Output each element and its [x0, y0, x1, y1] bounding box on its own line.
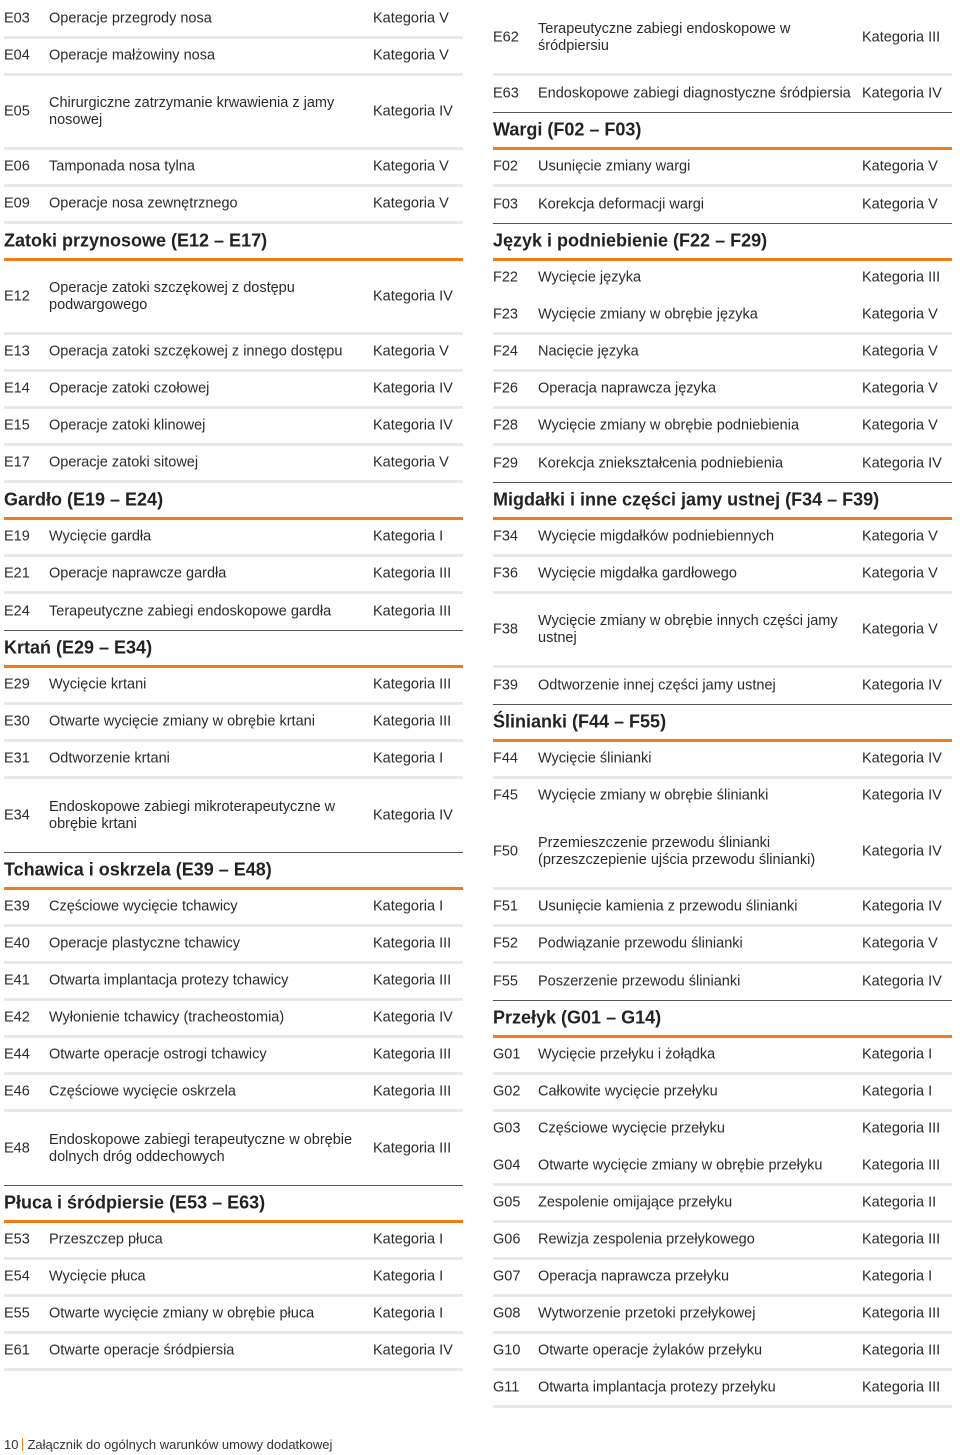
procedure-name: Przemieszczenie przewodu ślinianki (przeszczepienie ujścia przewodu ślinianki)	[538, 834, 816, 868]
procedure-code: E19	[4, 528, 30, 545]
procedure-code: F22	[493, 269, 518, 286]
procedure-code: E40	[4, 935, 30, 952]
section-heading	[493, 705, 952, 742]
procedure-name: Endoskopowe zabiegi mikroterapeutyczne w obrębie krtani	[49, 798, 336, 832]
procedure-code: F38	[493, 621, 518, 637]
section-heading	[4, 1186, 463, 1223]
left-column	[4, 2, 463, 1371]
procedure-row	[493, 1371, 952, 1408]
procedure-name: Wycięcie zmiany w obrębie podniebienia	[538, 417, 800, 434]
procedure-code: E41	[4, 972, 30, 989]
procedure-code: E34	[4, 807, 30, 823]
procedure-name: Operacje nosa zewnętrznego	[49, 195, 238, 212]
procedure-name: Operacje małżowiny nosa	[49, 47, 216, 64]
procedure-name: Wycięcie zmiany w obrębie języka	[538, 306, 758, 323]
procedure-code: F24	[493, 343, 518, 360]
procedure-row	[493, 298, 952, 335]
procedure-code: G01	[493, 1046, 521, 1063]
procedure-name: Częściowe wycięcie przełyku	[538, 1120, 725, 1137]
procedure-code: G10	[493, 1342, 521, 1359]
procedure-category: Kategoria III	[862, 1305, 941, 1322]
procedure-category: Kategoria V	[373, 158, 449, 175]
procedure-name: Rewizja zespolenia przełykowego	[538, 1231, 755, 1248]
procedure-row	[4, 964, 463, 1001]
procedure-row	[493, 187, 952, 224]
procedure-row	[493, 890, 952, 927]
section-heading	[493, 1001, 952, 1038]
procedure-row	[4, 594, 463, 631]
procedure-name: Terapeutyczne zabiegi endoskopowe w śródpiersiu	[538, 20, 791, 54]
section-heading	[493, 224, 952, 261]
procedure-name: Odtworzenie krtani	[49, 750, 170, 767]
procedure-code: E06	[4, 158, 30, 175]
procedure-row	[4, 705, 463, 742]
procedure-category: Kategoria V	[373, 343, 449, 360]
procedure-row	[493, 1186, 952, 1223]
section-title: Wargi (F02 – F03)	[493, 119, 642, 140]
procedure-row	[4, 1075, 463, 1112]
procedure-category: Kategoria III	[862, 1157, 941, 1174]
section-heading	[4, 224, 463, 261]
procedure-name: Otwarte operacje śródpiersia	[49, 1342, 235, 1359]
procedure-name: Endoskopowe zabiegi diagnostyczne śródpiersia	[538, 85, 851, 102]
procedure-category: Kategoria I	[373, 1305, 444, 1322]
procedure-category: Kategoria I	[862, 1046, 933, 1063]
procedure-row	[4, 409, 463, 446]
procedure-name: Wycięcie migdałków podniebiennych	[538, 528, 775, 545]
procedure-row	[4, 335, 463, 372]
procedure-code: F44	[493, 750, 518, 767]
procedure-row	[493, 1260, 952, 1297]
procedure-category: Kategoria IV	[373, 417, 453, 434]
procedure-category: Kategoria IV	[373, 288, 453, 304]
procedure-code: E30	[4, 713, 30, 730]
procedure-row	[493, 150, 952, 187]
procedure-code: E55	[4, 1305, 30, 1322]
procedure-row	[4, 1223, 463, 1260]
procedure-code: E14	[4, 380, 30, 397]
procedure-category: Kategoria III	[373, 676, 452, 693]
section-title: Język i podniebienie (F22 – F29)	[493, 230, 768, 251]
procedure-category: Kategoria IV	[373, 1009, 453, 1026]
procedure-row	[493, 409, 952, 446]
section-heading	[4, 483, 463, 520]
procedure-row	[493, 261, 952, 298]
procedure-name: Korekcja deformacji wargi	[538, 196, 705, 213]
procedure-name: Wycięcie ślinianki	[538, 750, 652, 767]
procedure-name: Poszerzenie przewodu ślinianki	[538, 973, 741, 990]
procedure-name: Operacje zatoki sitowej	[49, 454, 199, 471]
procedure-name: Wycięcie migdałka gardłowego	[538, 565, 737, 582]
procedure-code: F36	[493, 565, 518, 582]
procedure-code: E53	[4, 1231, 30, 1248]
section-title: Przełyk (G01 – G14)	[493, 1007, 662, 1028]
section-title: Migdałki i inne części jamy ustnej (F34 – F39)	[493, 489, 880, 510]
procedure-category: Kategoria V	[862, 380, 938, 397]
procedure-name: Tamponada nosa tylna	[49, 158, 195, 175]
procedure-name: Otwarte operacje żylaków przełyku	[538, 1342, 763, 1359]
procedure-code: E09	[4, 195, 30, 212]
procedure-code: E31	[4, 750, 30, 767]
procedure-category: Kategoria V	[862, 196, 938, 213]
section-title: Krtań (E29 – E34)	[4, 637, 153, 658]
procedure-code: E24	[4, 603, 30, 620]
right-column	[493, 2, 952, 1408]
page-number: 10	[4, 1437, 19, 1452]
procedure-name: Wycięcie języka	[538, 269, 642, 286]
procedure-code: E15	[4, 417, 30, 434]
procedure-name: Nacięcie języka	[538, 343, 639, 360]
procedure-name: Wycięcie krtani	[49, 676, 147, 693]
procedure-name: Częściowe wycięcie oskrzela	[49, 1083, 236, 1100]
procedure-code: E13	[4, 343, 30, 360]
procedure-name: Operacje zatoki klinowej	[49, 417, 206, 434]
procedure-category: Kategoria V	[373, 10, 449, 27]
procedure-category: Kategoria I	[373, 898, 444, 915]
procedure-category: Kategoria I	[373, 528, 444, 545]
procedure-category: Kategoria V	[373, 47, 449, 64]
procedure-code: G04	[493, 1157, 521, 1174]
procedure-row	[493, 927, 952, 964]
procedure-category: Kategoria III	[862, 1342, 941, 1359]
procedure-name: Terapeutyczne zabiegi endoskopowe gardła	[49, 603, 332, 620]
procedure-category: Kategoria IV	[862, 85, 942, 102]
procedure-row	[4, 668, 463, 705]
procedure-name: Odtworzenie innej części jamy ustnej	[538, 677, 776, 694]
procedure-category: Kategoria III	[862, 1379, 941, 1396]
procedure-row	[4, 1297, 463, 1334]
procedure-category: Kategoria V	[373, 195, 449, 212]
procedure-code: F50	[493, 843, 518, 859]
procedure-code: F28	[493, 417, 518, 434]
procedure-name: Otwarta implantacja protezy przełyku	[538, 1379, 776, 1396]
procedure-row	[4, 2, 463, 39]
procedure-category: Kategoria I	[373, 1268, 444, 1285]
procedure-category: Kategoria I	[862, 1083, 933, 1100]
procedure-name: Operacje zatoki szczękowej z dostępu podwargowego	[49, 279, 295, 313]
procedure-code: F39	[493, 677, 518, 694]
procedure-name: Operacja naprawcza przełyku	[538, 1268, 730, 1285]
procedure-category: Kategoria IV	[862, 973, 942, 990]
procedure-code: F02	[493, 158, 518, 175]
procedure-row	[4, 1038, 463, 1075]
procedure-row	[4, 520, 463, 557]
procedure-name: Otwarte wycięcie zmiany w obrębie krtani	[49, 713, 315, 730]
procedure-row	[493, 964, 952, 1001]
procedure-category: Kategoria III	[373, 1083, 452, 1100]
procedure-row	[493, 335, 952, 372]
procedure-name: Korekcja zniekształcenia podniebienia	[538, 455, 784, 472]
procedure-row	[4, 779, 463, 853]
procedure-row	[4, 372, 463, 409]
procedure-row	[4, 557, 463, 594]
procedure-name: Operacje plastyczne tchawicy	[49, 935, 240, 952]
procedure-code: E12	[4, 288, 30, 304]
procedure-category: Kategoria V	[862, 565, 938, 582]
section-heading	[493, 113, 952, 150]
procedure-code: F29	[493, 455, 518, 472]
procedure-row	[493, 1038, 952, 1075]
procedure-category: Kategoria III	[373, 935, 452, 952]
procedure-name: Chirurgiczne zatrzymanie krwawienia z jamy nosowej	[49, 94, 335, 128]
procedure-category: Kategoria IV	[862, 750, 942, 767]
procedure-row	[4, 39, 463, 76]
procedure-name: Wycięcie zmiany w obrębie innych części jamy ustnej	[538, 612, 838, 646]
procedure-category: Kategoria IV	[862, 898, 942, 915]
procedure-category: Kategoria I	[373, 750, 444, 767]
section-title: Gardło (E19 – E24)	[4, 489, 164, 510]
procedure-row	[4, 187, 463, 224]
procedure-code: G08	[493, 1305, 521, 1322]
procedure-name: Operacje zatoki czołowej	[49, 380, 210, 397]
procedure-row	[493, 1149, 952, 1186]
procedure-name: Wytworzenie przetoki przełykowej	[538, 1305, 756, 1322]
procedure-row	[493, 1334, 952, 1371]
procedure-name: Wycięcie płuca	[49, 1268, 146, 1285]
procedure-code: E42	[4, 1009, 30, 1026]
procedure-name: Operacja naprawcza języka	[538, 380, 717, 397]
procedure-code: E61	[4, 1342, 30, 1359]
procedure-name: Endoskopowe zabiegi terapeutyczne w obrębie dolnych dróg oddechowych	[49, 1131, 353, 1165]
procedure-code: E04	[4, 47, 30, 64]
procedure-category: Kategoria III	[862, 1231, 941, 1248]
procedure-row	[4, 446, 463, 483]
procedure-row	[493, 1223, 952, 1260]
procedure-code: E29	[4, 676, 30, 693]
procedure-code: E03	[4, 10, 30, 27]
procedure-category: Kategoria V	[862, 343, 938, 360]
procedure-code: E05	[4, 103, 30, 119]
footer-divider	[22, 1438, 23, 1451]
procedure-row	[493, 76, 952, 113]
section-title: Tchawica i oskrzela (E39 – E48)	[4, 859, 272, 880]
procedure-category: Kategoria IV	[373, 380, 453, 397]
procedure-category: Kategoria IV	[862, 677, 942, 694]
procedure-name: Zespolenie omijające przełyku	[538, 1194, 733, 1211]
section-heading	[4, 631, 463, 668]
procedure-code: E17	[4, 454, 30, 471]
procedure-category: Kategoria IV	[862, 787, 942, 804]
procedure-category: Kategoria III	[373, 713, 452, 730]
procedure-category: Kategoria IV	[862, 455, 942, 472]
procedure-code: F55	[493, 973, 518, 990]
procedure-name: Wycięcie przełyku i żołądka	[538, 1046, 716, 1063]
procedure-code: E63	[493, 85, 519, 102]
procedure-code: E48	[4, 1140, 30, 1156]
procedure-name: Operacje przegrody nosa	[49, 10, 212, 27]
procedure-category: Kategoria III	[373, 1140, 452, 1156]
procedure-row	[4, 742, 463, 779]
procedure-name: Podwiązanie przewodu ślinianki	[538, 935, 743, 952]
procedure-row	[4, 150, 463, 187]
procedure-category: Kategoria III	[373, 603, 452, 620]
procedure-row	[4, 1334, 463, 1371]
procedure-category: Kategoria IV	[373, 807, 453, 823]
procedure-name: Wycięcie zmiany w obrębie ślinianki	[538, 787, 769, 804]
procedure-name: Otwarte wycięcie zmiany w obrębie płuca	[49, 1305, 315, 1322]
procedure-category: Kategoria V	[373, 454, 449, 471]
procedure-row	[493, 446, 952, 483]
procedure-name: Operacje naprawcze gardła	[49, 565, 227, 582]
procedure-code: F45	[493, 787, 518, 804]
procedure-name: Całkowite wycięcie przełyku	[538, 1083, 718, 1100]
procedure-category: Kategoria III	[373, 565, 452, 582]
procedure-name: Otwarte operacje ostrogi tchawicy	[49, 1046, 267, 1063]
procedure-row	[4, 927, 463, 964]
procedure-code: G11	[493, 1379, 520, 1396]
procedure-name: Wyłonienie tchawicy (tracheostomia)	[49, 1009, 285, 1026]
section-heading	[4, 853, 463, 890]
procedure-row	[493, 594, 952, 668]
procedure-row	[493, 557, 952, 594]
procedure-code: F26	[493, 380, 518, 397]
procedure-row	[493, 520, 952, 557]
procedure-category: Kategoria IV	[373, 1342, 453, 1359]
procedure-name: Usunięcie kamienia z przewodu ślinianki	[538, 898, 798, 915]
procedure-name: Usunięcie zmiany wargi	[538, 158, 691, 175]
procedure-row	[4, 890, 463, 927]
section-title: Ślinianki (F44 – F55)	[493, 711, 667, 732]
procedure-code: G05	[493, 1194, 521, 1211]
procedure-category: Kategoria III	[373, 972, 452, 989]
procedure-code: F34	[493, 528, 518, 545]
procedure-row	[493, 816, 952, 890]
section-title: Zatoki przynosowe (E12 – E17)	[4, 230, 268, 251]
procedure-code: E46	[4, 1083, 30, 1100]
procedure-category: Kategoria V	[862, 528, 938, 545]
page-footer	[4, 1437, 332, 1452]
procedure-code: F03	[493, 196, 518, 213]
procedure-name: Operacja zatoki szczękowej z innego dostępu	[49, 343, 343, 360]
procedure-category: Kategoria V	[862, 621, 938, 637]
procedure-category: Kategoria V	[862, 158, 938, 175]
procedure-row	[4, 1112, 463, 1186]
footer-text: Załącznik do ogólnych warunków umowy dodatkowej	[27, 1437, 333, 1452]
procedure-category: Kategoria I	[862, 1268, 933, 1285]
procedure-category: Kategoria III	[373, 1046, 452, 1063]
procedure-row	[493, 668, 952, 705]
procedure-category: Kategoria I	[373, 1231, 444, 1248]
procedure-code: F23	[493, 306, 518, 323]
procedure-name: Częściowe wycięcie tchawicy	[49, 898, 238, 915]
procedure-code: E54	[4, 1268, 30, 1285]
procedure-category: Kategoria IV	[373, 103, 453, 119]
procedure-category: Kategoria III	[862, 29, 941, 45]
procedure-name: Przeszczep płuca	[49, 1231, 163, 1248]
procedure-name: Otwarta implantacja protezy tchawicy	[49, 972, 289, 989]
procedure-code: F52	[493, 935, 518, 952]
procedure-row	[4, 261, 463, 335]
procedure-category: Kategoria V	[862, 935, 938, 952]
procedure-category: Kategoria V	[862, 306, 938, 323]
procedure-category: Kategoria V	[862, 417, 938, 434]
procedure-row	[493, 1075, 952, 1112]
procedure-row	[493, 779, 952, 816]
procedure-code: G06	[493, 1231, 521, 1248]
procedure-category: Kategoria IV	[862, 843, 942, 859]
procedure-code: E62	[493, 29, 519, 45]
procedure-row	[4, 1001, 463, 1038]
procedure-row	[4, 1260, 463, 1297]
procedure-code: E39	[4, 898, 30, 915]
procedure-name: Wycięcie gardła	[49, 528, 152, 545]
procedure-row	[493, 2, 952, 76]
procedure-code: F51	[493, 898, 518, 915]
procedure-code: G03	[493, 1120, 521, 1137]
procedure-category: Kategoria III	[862, 1120, 941, 1137]
procedure-code: E21	[4, 565, 30, 582]
procedure-row	[4, 76, 463, 150]
procedure-row	[493, 1297, 952, 1334]
section-heading	[493, 483, 952, 520]
procedure-row	[493, 1112, 952, 1149]
procedure-name: Otwarte wycięcie zmiany w obrębie przełyku	[538, 1157, 823, 1174]
section-title: Płuca i śródpiersie (E53 – E63)	[4, 1192, 266, 1213]
procedure-code: G02	[493, 1083, 521, 1100]
procedure-code: G07	[493, 1268, 521, 1285]
procedure-category: Kategoria II	[862, 1194, 937, 1211]
procedure-code: E44	[4, 1046, 30, 1063]
procedure-row	[493, 742, 952, 779]
procedure-category: Kategoria III	[862, 269, 941, 286]
procedure-row	[493, 372, 952, 409]
